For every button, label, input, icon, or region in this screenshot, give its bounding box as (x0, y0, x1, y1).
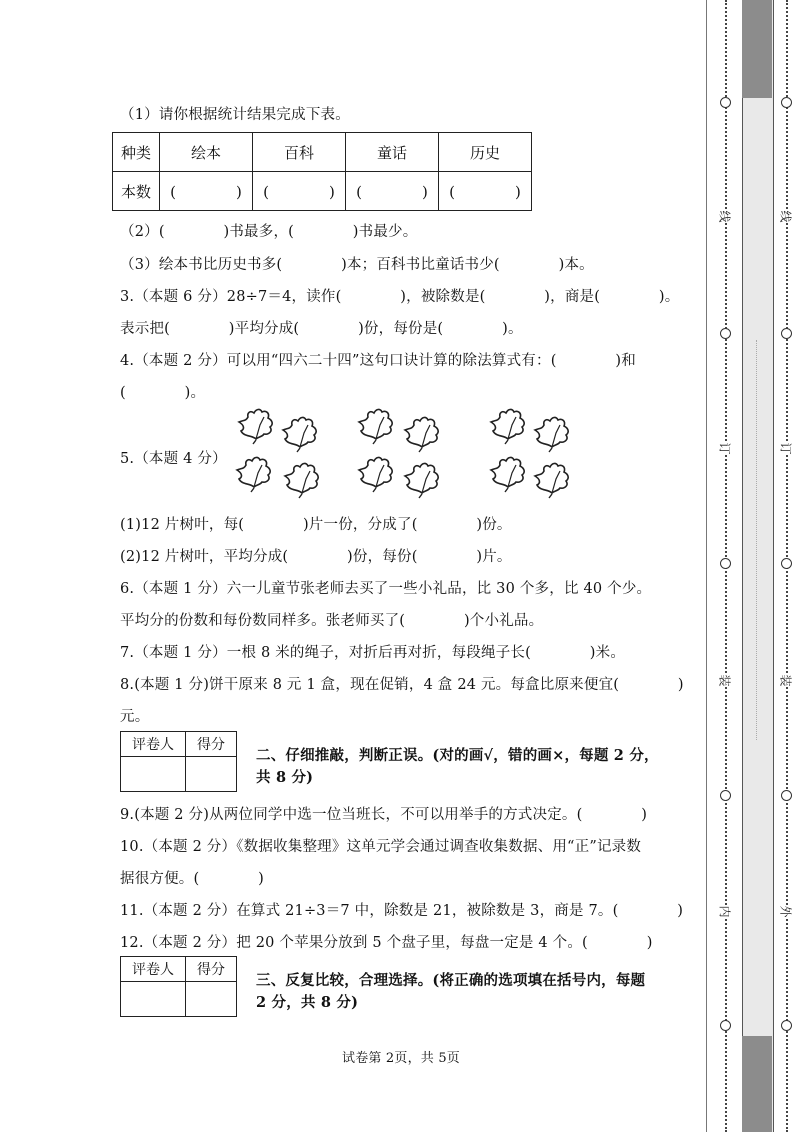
leaf-icon (237, 457, 270, 492)
margin-label: 订 (717, 442, 732, 455)
binding-margin (706, 0, 800, 1132)
question-10-line-2: 据很方便。( ) (120, 871, 265, 887)
leaf-icon (535, 463, 568, 498)
grader-field[interactable] (121, 982, 186, 1017)
leaf-icon (405, 417, 438, 452)
binding-hole-icon (720, 1020, 731, 1031)
question-6-line-2: 平均分的份数和每份数同样多。张老师买了( )个小礼品。 (120, 613, 544, 629)
question-5: 5.（本题 4 分） (120, 451, 227, 467)
page-footer: 试卷第 2页，共 5页 (342, 1051, 461, 1066)
leaf-icon (239, 409, 272, 444)
margin-label: 外 (778, 905, 793, 918)
leaf-icon (359, 457, 392, 492)
leaf-icon (359, 409, 392, 444)
leaf-icon (283, 417, 316, 452)
score-box-section-2 (120, 731, 237, 792)
grader-field[interactable] (121, 757, 186, 792)
score-box-section-3 (120, 956, 237, 1017)
question-11: 11.（本题 2 分）在算式 21÷3＝7 中，除数是 21，被除数是 3，商是 7。( ) (120, 903, 684, 919)
binding-hole-icon (720, 328, 731, 339)
question-1-part-1: （1）请你根据统计结果完成下表。 (120, 107, 350, 123)
table-cell: 本数 (113, 172, 160, 211)
answer-blank[interactable]: ( ) (253, 172, 346, 211)
question-1-part-3: （3）绘本书比历史书多( )本；百科书比童话书少( )本。 (120, 257, 594, 273)
statistics-table (112, 132, 532, 211)
score-header: 得分 (186, 957, 237, 982)
binding-hole-icon (781, 97, 792, 108)
binding-hole-icon (781, 1020, 792, 1031)
question-9: 9.(本题 2 分)从两位同学中选一位当班长，不可以用举手的方式决定。( ) (120, 807, 648, 823)
table-row (113, 133, 532, 172)
binding-strip (742, 0, 774, 1132)
score-header: 得分 (186, 732, 237, 757)
leaf-icon (535, 417, 568, 452)
table-cell: 种类 (113, 133, 160, 172)
answer-blank[interactable]: ( ) (160, 172, 253, 211)
answer-blank[interactable]: ( ) (346, 172, 439, 211)
binding-hole-icon (720, 97, 731, 108)
leaves-illustration (232, 405, 582, 505)
question-5-part-2: (2)12 片树叶，平均分成( )份，每份( )片。 (120, 549, 512, 565)
table-cell: 绘本 (160, 133, 253, 172)
question-3-line-2: 表示把( )平均分成( )份，每份是( )。 (120, 321, 523, 337)
section-2-heading-cont: 共 8 分) (256, 769, 314, 786)
answer-blank[interactable]: ( ) (439, 172, 532, 211)
table-cell: 历史 (439, 133, 532, 172)
section-2-heading: 二、仔细推敲，判断正误。(对的画√，错的画×，每题 2 分， (256, 747, 659, 764)
question-4-line-1: 4.（本题 2 分）可以用“四六二十四”这句口诀计算的除法算式有：( )和 (120, 353, 636, 369)
binding-hole-icon (720, 790, 731, 801)
leaf-icon (491, 457, 524, 492)
leaf-icon (285, 463, 318, 498)
question-7: 7.（本题 1 分）一根 8 米的绳子，对折后再对折，每段绳子长( )米。 (120, 645, 626, 661)
question-8-line-2: 元。 (120, 709, 150, 725)
binding-hole-icon (781, 328, 792, 339)
question-4-line-2: ( )。 (120, 385, 206, 401)
question-1-part-2: （2）( )书最多，( )书最少。 (120, 224, 418, 240)
table-cell: 童话 (346, 133, 439, 172)
margin-label: 订 (778, 442, 793, 455)
binding-hole-icon (781, 558, 792, 569)
score-field[interactable] (186, 757, 237, 792)
binding-hole-icon (781, 790, 792, 801)
margin-label: 装 (778, 674, 793, 687)
question-3-line-1: 3.（本题 6 分）28÷7＝4，读作( )，被除数是( )，商是( )。 (120, 289, 680, 305)
section-3-heading: 三、反复比较，合理选择。(将正确的选项填在括号内，每题 (256, 972, 646, 989)
question-6-line-1: 6.（本题 1 分）六一儿童节张老师去买了一些小礼品，比 30 个多，比 40 个少。 (120, 581, 652, 597)
leaf-icon (405, 463, 438, 498)
question-10-line-1: 10.（本题 2 分）《数据收集整理》这单元学会通过调查收集数据、用“正”记录数 (120, 839, 642, 855)
leaf-icon (491, 409, 524, 444)
score-field[interactable] (186, 982, 237, 1017)
margin-label: 线 (778, 210, 793, 223)
question-8-line-1: 8.(本题 1 分)饼干原来 8 元 1 盒，现在促销，4 盒 24 元。每盒比原来便宜( ) (120, 677, 684, 693)
score-header: 评卷人 (121, 957, 186, 982)
table-row (113, 172, 532, 211)
section-3-heading-cont: 2 分，共 8 分) (256, 994, 359, 1011)
margin-label: 线 (717, 210, 732, 223)
question-12: 12.（本题 2 分）把 20 个苹果分放到 5 个盘子里，每盘一定是 4 个。( ) (120, 935, 653, 951)
question-5-part-1: (1)12 片树叶，每( )片一份，分成了( )份。 (120, 517, 512, 533)
binding-hole-icon (720, 558, 731, 569)
table-cell: 百科 (253, 133, 346, 172)
margin-label: 装 (717, 674, 732, 687)
score-header: 评卷人 (121, 732, 186, 757)
margin-label: 内 (717, 905, 732, 918)
